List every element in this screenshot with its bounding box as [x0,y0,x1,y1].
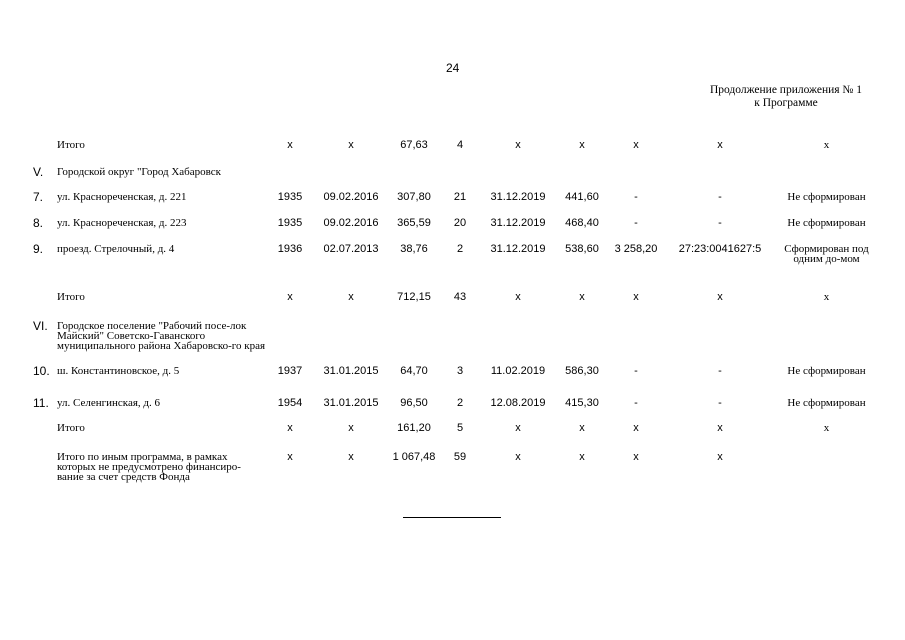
cell-c2: 09.02.2016 [323,217,379,229]
cell-c4: 2 [456,243,464,255]
cell-c5: x [515,451,521,463]
cell-name: проезд. Стрелочный, д. 4 [57,243,175,255]
cell-name: ул. Краснореченская, д. 223 [57,217,187,229]
cell-c6: x [579,291,585,303]
cell-c9: Не сформирован [787,397,866,409]
cell-c7: x [633,291,639,303]
cell-c5: 31.12.2019 [490,243,546,255]
cell-c4: 4 [456,139,464,151]
cell-name: Итого [57,422,85,434]
cell-name: Городское поселение "Рабочий посе-лок Майский" Советско-Гаванского муниципального района Хабаровско-го края [57,320,266,352]
cell-c7: x [633,451,639,463]
cell-c3: 307,80 [397,191,431,203]
cell-c8: 27:23:0041627:5 [678,243,762,255]
cell-c7: x [633,422,639,434]
cell-c2: x [348,451,354,463]
cell-c3: 161,20 [397,422,431,434]
cell-c1: 1936 [277,243,303,255]
end-rule [403,517,501,518]
cell-c9: Не сформирован [787,365,866,377]
cell-c5: 12.08.2019 [490,397,546,409]
cell-c6: 415,30 [565,397,599,409]
cell-name: Итого [57,139,85,151]
cell-c1: x [287,291,293,303]
cell-c3: 38,76 [400,243,428,255]
cell-c8: - [718,397,722,409]
cell-c3: 64,70 [400,365,428,377]
cell-name: ул. Селенгинская, д. 6 [57,397,161,409]
cell-c2: x [348,422,354,434]
cell-c5: 11.02.2019 [490,365,546,377]
cell-c5: x [515,422,521,434]
cell-c9: x [823,291,830,303]
cell-c2: x [348,291,354,303]
cell-c5: x [515,291,521,303]
cell-c5: x [515,139,521,151]
cell-num: 11. [33,396,49,410]
cell-c4: 5 [456,422,464,434]
cell-c3: 365,59 [397,217,431,229]
cell-c7: - [634,217,638,229]
cell-c2: 09.02.2016 [323,191,379,203]
cell-c1: 1954 [277,397,303,409]
cell-c9: Не сформирован [787,191,866,203]
cell-c5: 31.12.2019 [490,191,546,203]
cell-c6: 538,60 [565,243,599,255]
cell-c4: 21 [453,191,467,203]
cell-c6: x [579,422,585,434]
continuation-line-2: к Программе [754,97,818,109]
cell-num: VI. [33,319,48,333]
cell-c8: x [717,451,723,463]
continuation-note [700,84,872,110]
cell-c2: 02.07.2013 [323,243,379,255]
cell-c7: - [634,365,638,377]
cell-c1: x [287,139,293,151]
cell-c8: x [717,291,723,303]
cell-c3: 712,15 [397,291,431,303]
cell-c6: 468,40 [565,217,599,229]
cell-c1: 1935 [277,217,303,229]
cell-name: Городской округ "Город Хабаровск [57,166,222,178]
cell-c4: 59 [453,451,467,463]
cell-c7: - [634,397,638,409]
cell-c7: 3 258,20 [614,243,658,255]
cell-c4: 43 [453,291,467,303]
page-number: 24 [446,61,460,75]
cell-c2: 31.01.2015 [323,365,379,377]
cell-c4: 2 [456,397,464,409]
cell-c7: - [634,191,638,203]
cell-c3: 67,63 [400,139,428,151]
cell-c4: 20 [453,217,467,229]
cell-c1: 1937 [277,365,303,377]
cell-num: V. [33,165,44,179]
cell-c1: x [287,451,293,463]
cell-c8: x [717,139,723,151]
cell-c3: 96,50 [400,397,428,409]
cell-c1: 1935 [277,191,303,203]
cell-c8: - [718,365,722,377]
cell-c9: x [823,139,830,151]
cell-c6: x [579,139,585,151]
cell-c9: Сформирован под одним до-мом [784,243,869,265]
cell-c9: x [823,422,830,434]
continuation-line-1: Продолжение приложения № 1 [709,84,863,96]
cell-name: Итого [57,291,85,303]
cell-c6: 441,60 [565,191,599,203]
cell-c2: x [348,139,354,151]
cell-c3: 1 067,48 [392,451,436,463]
cell-c7: x [633,139,639,151]
cell-c4: 3 [456,365,464,377]
cell-c8: - [718,191,722,203]
cell-num: 10. [33,364,50,378]
cell-c6: x [579,451,585,463]
cell-name: ул. Краснореченская, д. 221 [57,191,187,203]
cell-num: 9. [33,242,44,256]
cell-name: Итого по иным программа, в рамках которых не предусмотрено финансиро-вание за счет средств Фонда [57,451,241,483]
cell-c8: - [718,217,722,229]
cell-c5: 31.12.2019 [490,217,546,229]
cell-c9: Не сформирован [787,217,866,229]
cell-num: 8. [33,216,44,230]
cell-c1: x [287,422,293,434]
cell-c8: x [717,422,723,434]
cell-c6: 586,30 [565,365,599,377]
cell-c2: 31.01.2015 [323,397,379,409]
cell-num: 7. [33,190,44,204]
cell-name: ш. Константиновское, д. 5 [57,365,180,377]
